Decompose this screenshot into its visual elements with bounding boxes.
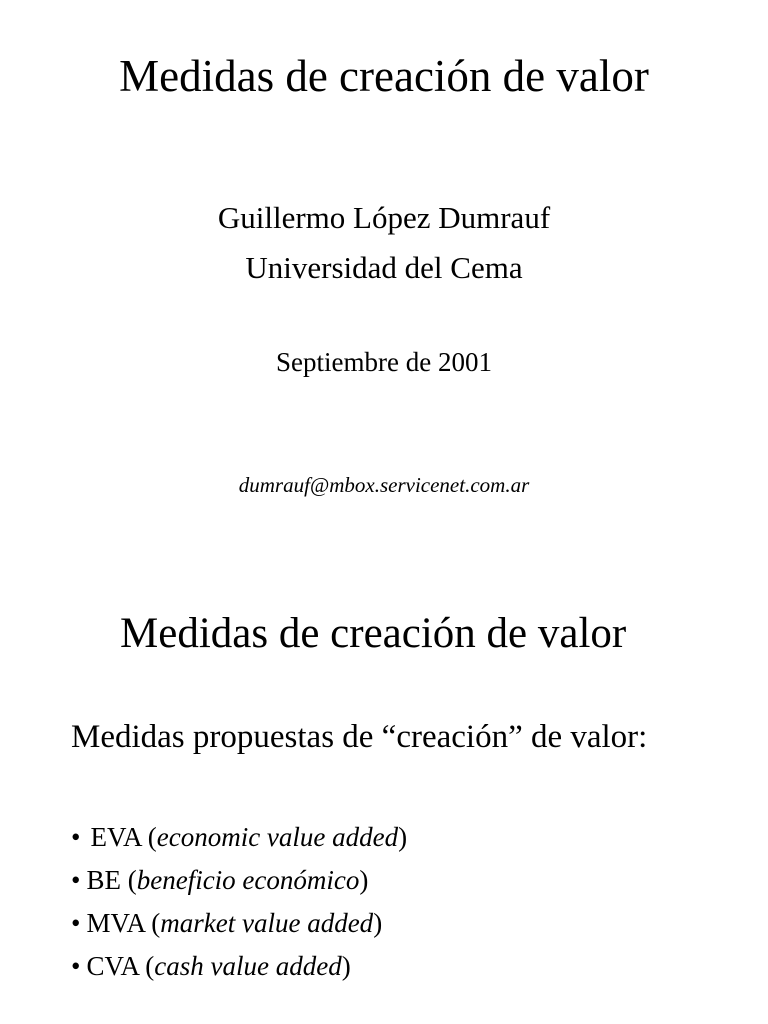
bullet-icon: • bbox=[71, 865, 81, 895]
open-paren: ( bbox=[147, 822, 157, 852]
close-paren: ) bbox=[398, 822, 408, 852]
list-item-cva bbox=[71, 945, 407, 988]
value-measures-list bbox=[71, 816, 407, 988]
bullet-icon: • bbox=[71, 951, 81, 981]
slide-1-title: Medidas de creación de valor bbox=[119, 51, 649, 101]
measure-abbreviation: CVA bbox=[86, 951, 139, 981]
close-paren: ) bbox=[359, 865, 369, 895]
open-paren: ( bbox=[151, 908, 161, 938]
close-paren: ) bbox=[373, 908, 383, 938]
author-email: dumrauf@mbox.servicenet.com.ar bbox=[238, 473, 530, 497]
measure-description: cash value added bbox=[154, 951, 342, 981]
presentation-date: Septiembre de 2001 bbox=[276, 347, 492, 377]
slide-2-title: Medidas de creación de valor bbox=[120, 610, 627, 657]
open-paren: ( bbox=[145, 951, 155, 981]
measure-description: economic value added bbox=[156, 822, 399, 852]
author-affiliation: Universidad del Cema bbox=[245, 250, 523, 285]
bullet-icon: • bbox=[71, 822, 81, 852]
close-paren: ) bbox=[341, 951, 351, 981]
measure-abbreviation: BE bbox=[86, 865, 121, 895]
author-name: Guillermo López Dumrauf bbox=[217, 200, 551, 235]
measure-description: market value added bbox=[160, 908, 374, 938]
list-item-eva bbox=[71, 816, 407, 859]
measure-abbreviation: MVA bbox=[86, 908, 145, 938]
slide-2-lead-text: Medidas propuestas de “creación” de valor: bbox=[71, 719, 648, 755]
list-item-be bbox=[71, 859, 407, 902]
bullet-icon: • bbox=[71, 908, 81, 938]
measure-description: beneficio económico bbox=[136, 865, 360, 895]
open-paren: ( bbox=[127, 865, 137, 895]
list-item-mva bbox=[71, 902, 407, 945]
measure-abbreviation: EVA bbox=[90, 822, 141, 852]
